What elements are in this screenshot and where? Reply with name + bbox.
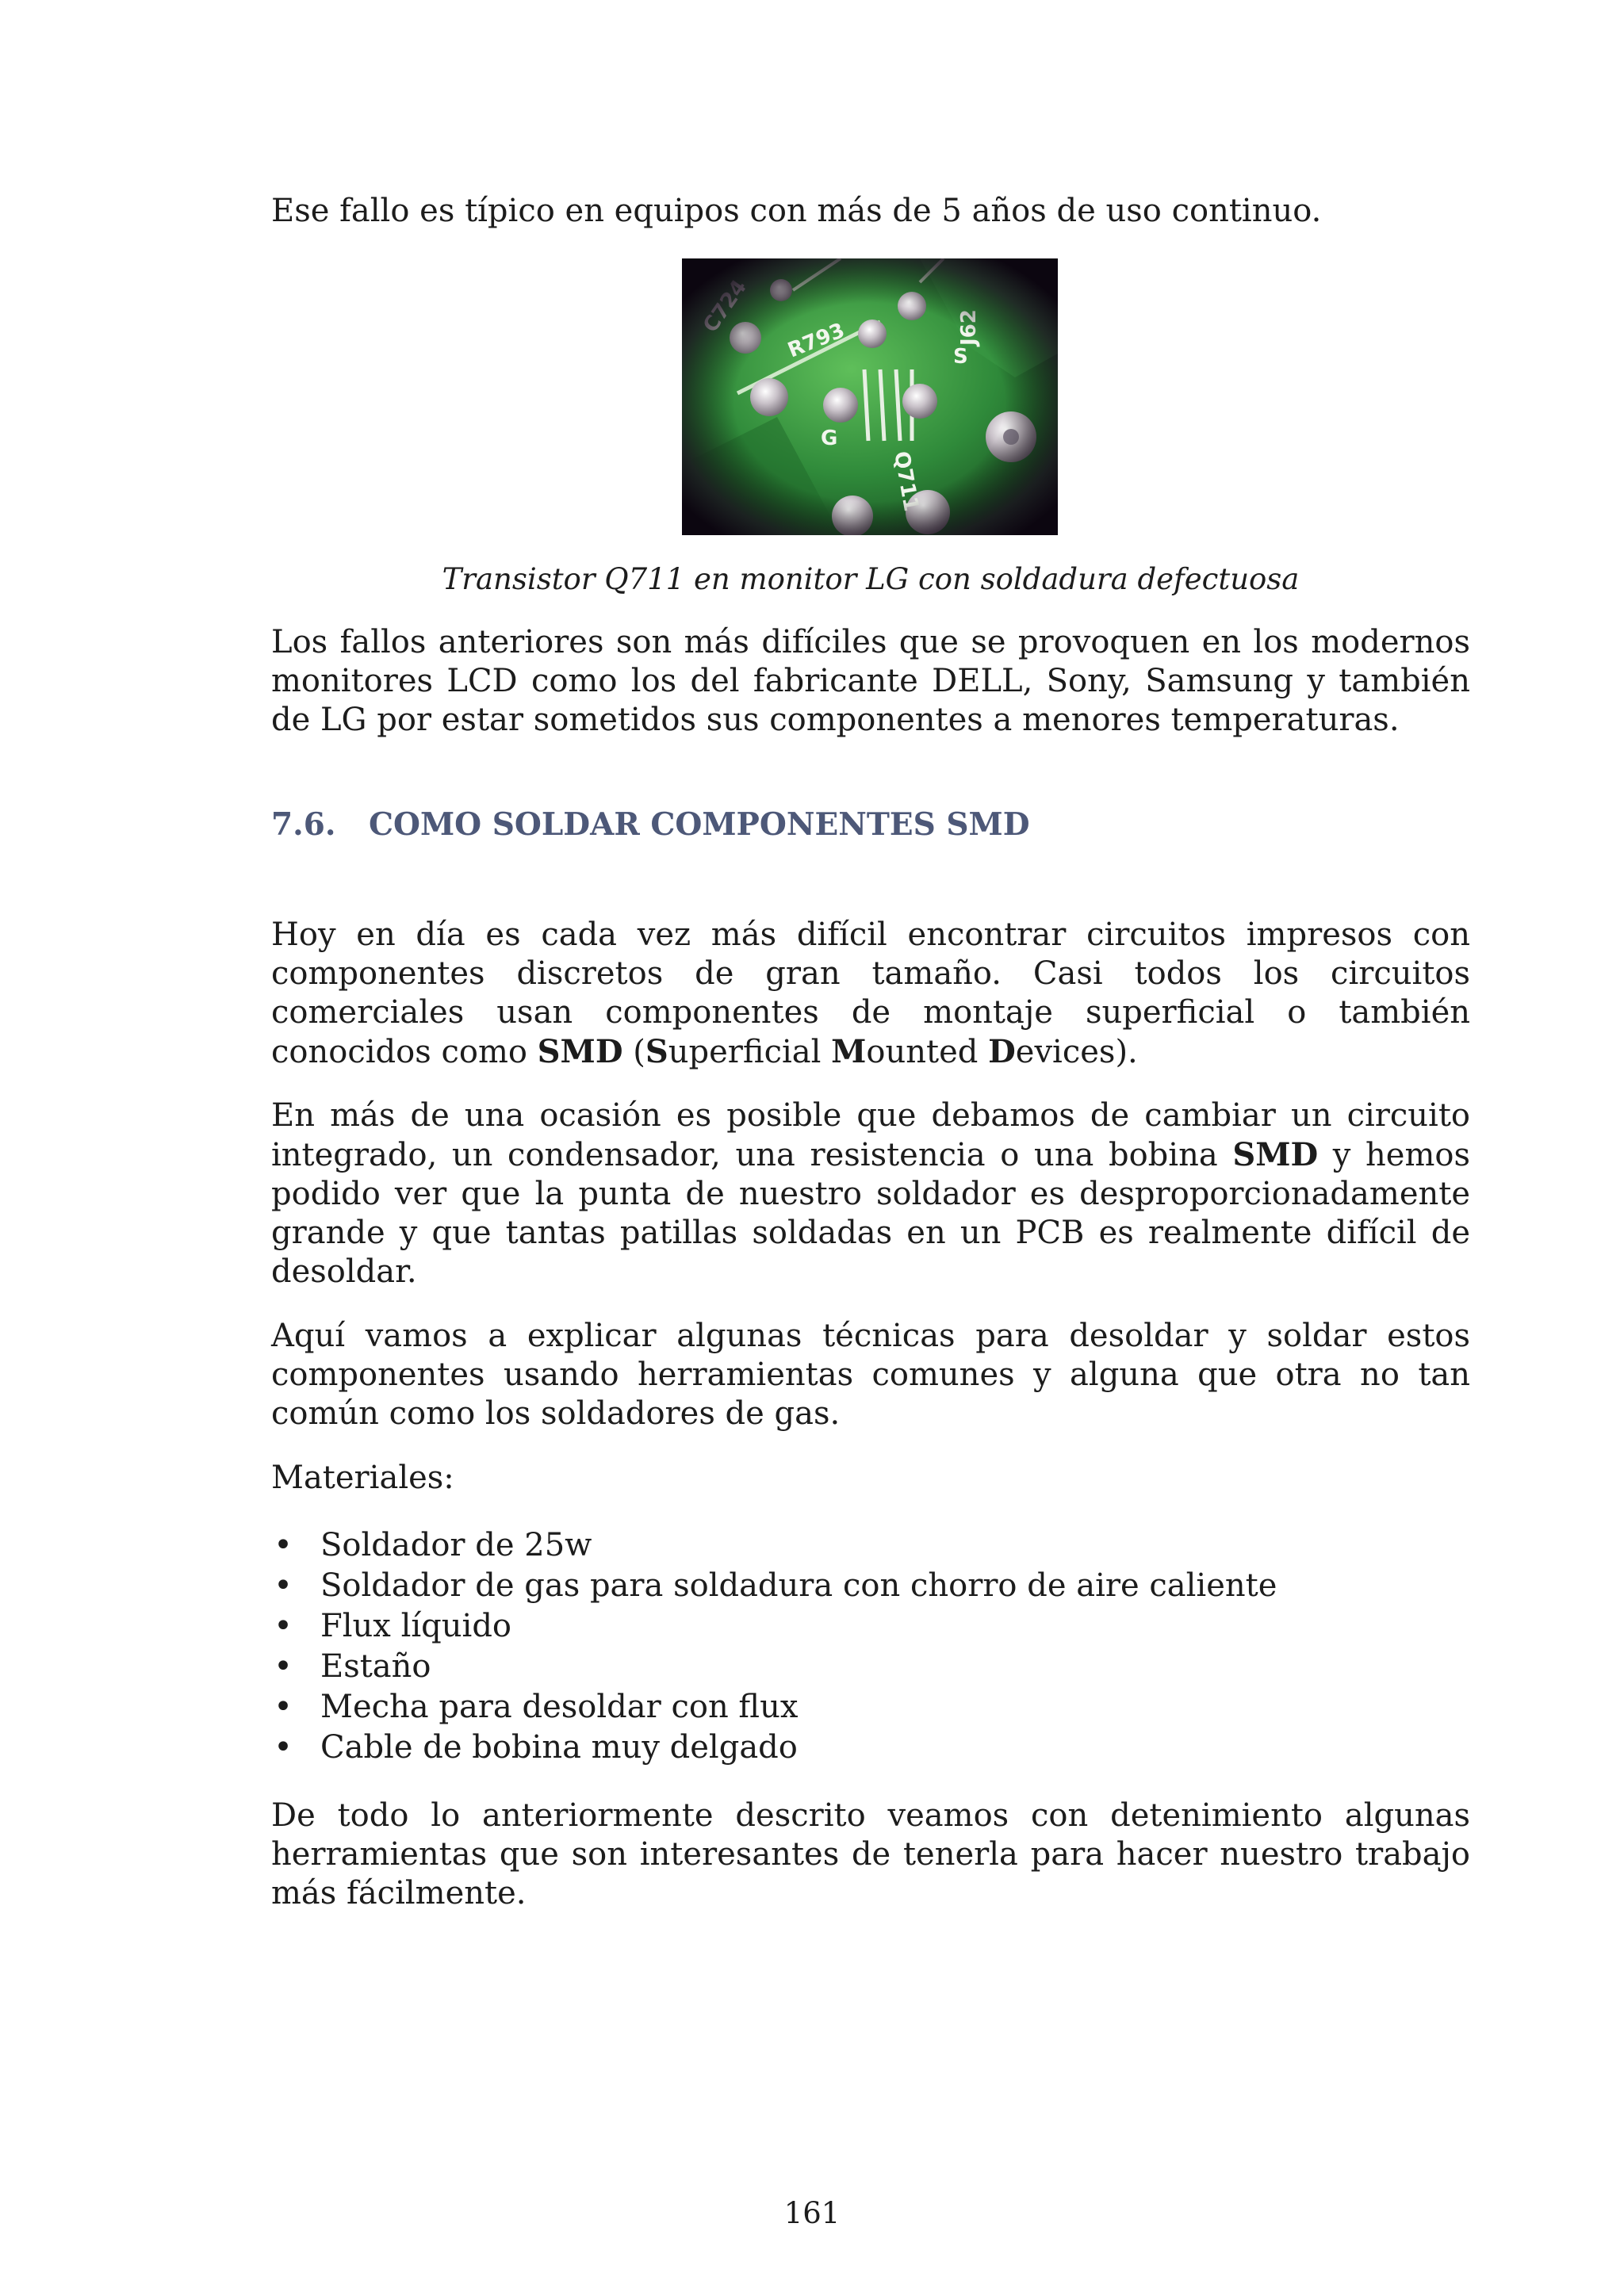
bold-letter: D xyxy=(988,1033,1016,1070)
bold-term: SMD xyxy=(1232,1136,1319,1173)
section-title: COMO SOLDAR COMPONENTES SMD xyxy=(369,806,1030,843)
list-item xyxy=(271,1687,1470,1728)
list-item-text: Soldador de 25w xyxy=(320,1527,592,1563)
paragraph xyxy=(271,1096,1470,1292)
bullet-icon: • xyxy=(274,1689,293,1725)
intro-line: Ese fallo es típico en equipos con más de 5 años de uso continuo. xyxy=(271,193,1322,229)
materials-label: Materiales: xyxy=(271,1460,454,1496)
materials-list xyxy=(271,1525,1470,1768)
paragraph xyxy=(271,916,1470,1072)
pcb-photo-image xyxy=(682,258,1058,535)
list-item xyxy=(271,1728,1470,1768)
text-run: uperficial xyxy=(668,1034,832,1070)
page-number: 161 xyxy=(783,2196,841,2230)
list-item-text: Soldador de gas para soldadura con chorro de aire caliente xyxy=(320,1567,1277,1604)
paragraph: Aquí vamos a explicar algunas técnicas para desoldar y soldar estos componentes usando herramientas comunes y alguna que otra no tan común como los soldadores de gas. xyxy=(271,1318,1470,1432)
list-item-text: Flux líquido xyxy=(320,1608,512,1644)
list-item xyxy=(271,1566,1470,1606)
bullet-icon: • xyxy=(274,1608,293,1644)
list-item-text: Cable de bobina muy delgado xyxy=(320,1729,798,1766)
list-item xyxy=(271,1606,1470,1647)
bullet-icon: • xyxy=(274,1567,293,1604)
pcb-photo xyxy=(682,258,1058,535)
list-item xyxy=(271,1647,1470,1687)
bullet-icon: • xyxy=(274,1729,293,1766)
list-item-text: Estaño xyxy=(320,1648,431,1685)
paragraph: De todo lo anteriormente descrito veamos con detenimiento algunas herramientas que son interesantes de tenerla para hacer nuestro trabajo más fácilmente. xyxy=(271,1797,1470,1911)
paragraph: Los fallos anteriores son más difíciles que se provoquen en los modernos monitores LCD como los del fabricante DELL, Sony, Samsung y también de LG por estar sometidos sus componentes a menores temperaturas. xyxy=(271,624,1470,738)
text-run: ( xyxy=(622,1034,645,1070)
text-run: ounted xyxy=(866,1034,989,1070)
bold-term: SMD xyxy=(537,1033,623,1070)
bold-letter: S xyxy=(645,1033,668,1070)
bold-letter: M xyxy=(831,1033,867,1070)
list-item-text: Mecha para desoldar con flux xyxy=(320,1689,799,1725)
section-heading xyxy=(271,806,1470,844)
text-run: y hemos podido ver que la punta de nuestro soldador es desproporcionadamente grande y que tantas patillas soldadas en un PCB es realmente difícil de desoldar. xyxy=(271,1137,1470,1290)
text-run: evices). xyxy=(1015,1034,1138,1070)
text-run: Hoy en día es cada vez más difícil encontrar circuitos impresos con componentes discretos de gran tamaño. Casi todos los circuitos comerciales usan componentes de montaje superficial o también conocidos como xyxy=(271,916,1470,1070)
bullet-icon: • xyxy=(274,1527,293,1563)
text-run: En más de una ocasión es posible que debamos de cambiar un circuito integrado, un condensador, una resistencia o una bobina xyxy=(271,1097,1470,1173)
bullet-icon: • xyxy=(274,1648,293,1685)
section-number: 7.6. xyxy=(271,806,336,843)
list-item xyxy=(271,1525,1470,1566)
figure-caption: Transistor Q711 en monitor LG con soldadura defectuosa xyxy=(442,562,1300,596)
